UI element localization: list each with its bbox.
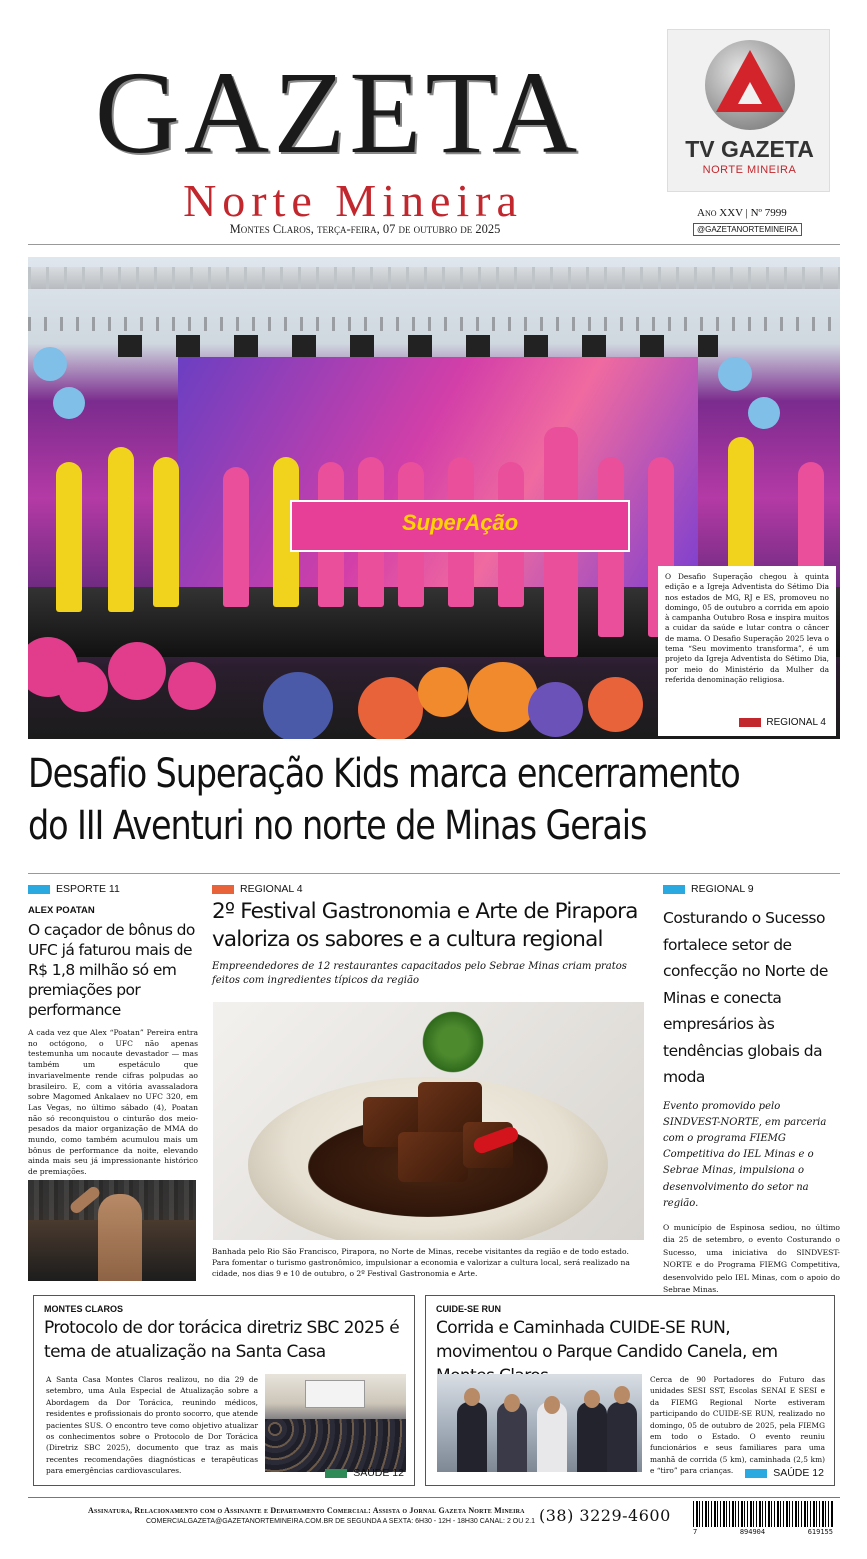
ufc-photo[interactable]: [28, 1180, 196, 1281]
hero-photo[interactable]: [28, 257, 840, 739]
person-figure: [153, 457, 179, 607]
barcode-icon: [693, 1501, 833, 1527]
section-tag-saude[interactable]: SAÚDE 12: [745, 1467, 824, 1479]
section-chip-icon: [745, 1469, 767, 1478]
hero-caption: O Desafio Superação chegou à quinta edição e a Igreja Adventista do Sétimo Dia nos estados de MG, RJ e ES, promoveu no domingo, 05 de outubro a corrida em apoio à campanha Outubro Rosa e inspira muitos a cuidar da saúde e lutar contra o câncer de mama. O Desafio Superação 2025 leva o tema “Seu movimento transforma”, é um projeto da Igreja Adventista do Sétimo Dia, por meio do Ministério da Mulher da referida denominação religiosa. REGIONAL 4: [658, 566, 836, 736]
section-chip-icon: [28, 885, 50, 894]
person-figure: [223, 467, 249, 607]
story-kicker: CUIDE-SE RUN: [436, 1304, 502, 1314]
newspaper-logo[interactable]: GAZETA: [94, 47, 582, 178]
dateline: Montes Claros, terça-feira, 07 de outubro de 2025: [229, 222, 501, 236]
footer-subscription-info: Assinatura, Relacionamento com o Assinante e Departamento Comercial: Assista o Jornal Gazeta Norte Mineira: [88, 1506, 525, 1515]
story-box-santa-casa: [33, 1295, 415, 1486]
story-body: Cerca de 90 Portadores do Futuro das unidades SESI SST, Escolas SENAI E SESI e da FIEMG Regional Norte estiveram participando do CUIDE-SE RUN, realizado no domingo, 05 de outubro de 2025, pela FIEMG em todo o Estado. O evento reuniu funcionários e seus familiares para uma manhã de corrida (5 km), caminhada (2,5 km) e “tiro” para crianças.: [650, 1375, 825, 1476]
story-body: A Santa Casa Montes Claros realizou, no dia 29 de setembro, uma Aula Especial de Atualização sobre a Abordagem da Dor Torácica, reunindo médicos, residentes e profissionais do pronto socorro, que atende pacientes SUS. O encontro teve como objetivo atualizar os conhecimentos sobre o Protocolo de Dor Torácica (Diretriz SBC 2025), documento que traz as mais recentes recomendações diagnósticas e terapêuticas para emergências cardiovasculares.: [46, 1375, 258, 1476]
projector-screen: [305, 1380, 365, 1408]
barcode-digit: 619155: [807, 1528, 833, 1536]
barcode-digit: 7: [693, 1528, 698, 1536]
tv-gazeta-logo[interactable]: [667, 29, 830, 192]
barcode-digit: 894904: [739, 1528, 766, 1536]
right-story: [663, 905, 840, 1297]
section-chip-icon: [325, 1469, 347, 1478]
social-handle[interactable]: @GAZETANORTEMINEIRA: [693, 223, 802, 236]
story-headline[interactable]: O caçador de bônus do UFC já faturou mais de R$ 1,8 milhão só em premiações por performance: [28, 921, 195, 1019]
story-headline[interactable]: 2º Festival Gastronomia e Arte de Pirapora valoriza os sabores e a cultura regional: [212, 899, 638, 952]
issue-number: Ano XXV | Nº 7999: [697, 207, 787, 219]
fighter-figure: [98, 1194, 142, 1281]
award-photo[interactable]: [437, 1374, 642, 1472]
audience: [265, 1419, 406, 1472]
section-tag-saude[interactable]: SAÚDE 12: [325, 1467, 404, 1479]
story-kicker: MONTES CLAROS: [44, 1304, 124, 1314]
tv-sub: NORTE MINEIRA: [702, 164, 797, 176]
story-body: O município de Espinosa sediou, no último dia 25 de setembro, o evento Costurando o Sucesso, uma iniciativa do SINDVEST-NORTE e do Programa FIEMG Competitiva, desenvolvido pelo IEL Minas, com o apoio do Sebrae Minas.: [663, 1222, 840, 1295]
divider: [28, 244, 840, 245]
masthead: [28, 18, 648, 248]
photo-caption: Banhada pelo Rio São Francisco, Pirapora, no Norte de Minas, recebe visitantes da região e de todo estado. Para fomentar o turismo gastronômico, impulsionar a economia e valorizar a cultura local, será realizado na cidade, nos dias 9 e 10 de outubro, o 2º Festival Gastronomia e Arte.: [212, 1247, 630, 1278]
middle-story: [212, 898, 644, 988]
event-banner: SuperAção: [290, 500, 630, 552]
food-photo[interactable]: [213, 1002, 644, 1240]
section-tag-regional-4[interactable]: REGIONAL 4: [739, 717, 826, 728]
section-chip-icon: [212, 885, 234, 894]
footer-contact-info[interactable]: COMERCIALGAZETA@GAZETANORTEMINEIRA.COM.BR DE SEGUNDA A SEXTA: 6H30 - 12H - 18H30 CANAL: 2 OU 2.1: [146, 1518, 535, 1525]
story-headline[interactable]: Corrida e Caminhada CUIDE-SE RUN, movimentou o Parque Candido Canela, em: [436, 1318, 778, 1362]
story-body: A cada vez que Alex “Poatan” Pereira entra no octógono, o UFC não apenas testemunha um nocaute devastador — mas também um espetáculo que invariavelmente rende cifras polpudas ao brasileiro. E, com a vitória avassaladora sobre Magomed Ankalaev no UFC 320, em Las Vegas, no último sábado (4), Poatan não só reconquistou o cinturão dos meio-pesados da maior organização de MMA do mundo, como também acumulou mais um bônus de performance da noite, elevando ainda mais seu já impressionante histórico de premiações.: [28, 1028, 198, 1177]
divider: [28, 873, 840, 874]
story-kicker: ALEX POATAN: [28, 905, 95, 916]
story-deck: Evento promovido pelo SINDVEST-NORTE, em parceria com o programa FIEMG Competitiva do IEL Minas e o Sebrae Minas, impulsiona o desenvolvimento do setor na região.: [663, 1100, 827, 1209]
section-chip-icon: [739, 718, 761, 727]
newspaper-subtitle: Norte Mineira: [183, 175, 523, 226]
section-tag-regional-4[interactable]: REGIONAL 4: [212, 883, 303, 895]
main-headline[interactable]: Desafio Superação Kids marca encerramento do III Aventuri no norte de Minas Gerais: [28, 751, 740, 849]
person-figure: [108, 447, 134, 612]
story-box-cuide-se-run: [425, 1295, 835, 1486]
lecture-photo[interactable]: [265, 1374, 406, 1472]
stage-lights: [118, 335, 718, 357]
herb-garnish: [418, 1007, 488, 1077]
story-headline[interactable]: Costurando o Sucesso fortalece setor de confecção no Norte de Minas e conecta empresários às tendências globais da moda: [663, 909, 828, 1086]
footer-phone[interactable]: (38) 3229-4600: [539, 1506, 671, 1525]
tv-name: TV GAZETA: [685, 136, 814, 162]
barcode: [693, 1501, 833, 1541]
divider: [28, 1497, 840, 1498]
section-tag-regional-9[interactable]: REGIONAL 9: [663, 883, 754, 895]
section-chip-icon: [663, 885, 685, 894]
section-tag-esporte[interactable]: ESPORTE 11: [28, 883, 120, 895]
left-story: [28, 905, 198, 1178]
story-deck: Empreendedores de 12 restaurantes capacitados pelo Sebrae Minas criam pratos feitos com ingredientes típicos da região: [212, 961, 627, 986]
story-headline[interactable]: Protocolo de dor torácica diretriz SBC 2025 é tema de atualização na Santa Casa: [44, 1318, 400, 1362]
person-figure: [56, 462, 82, 612]
